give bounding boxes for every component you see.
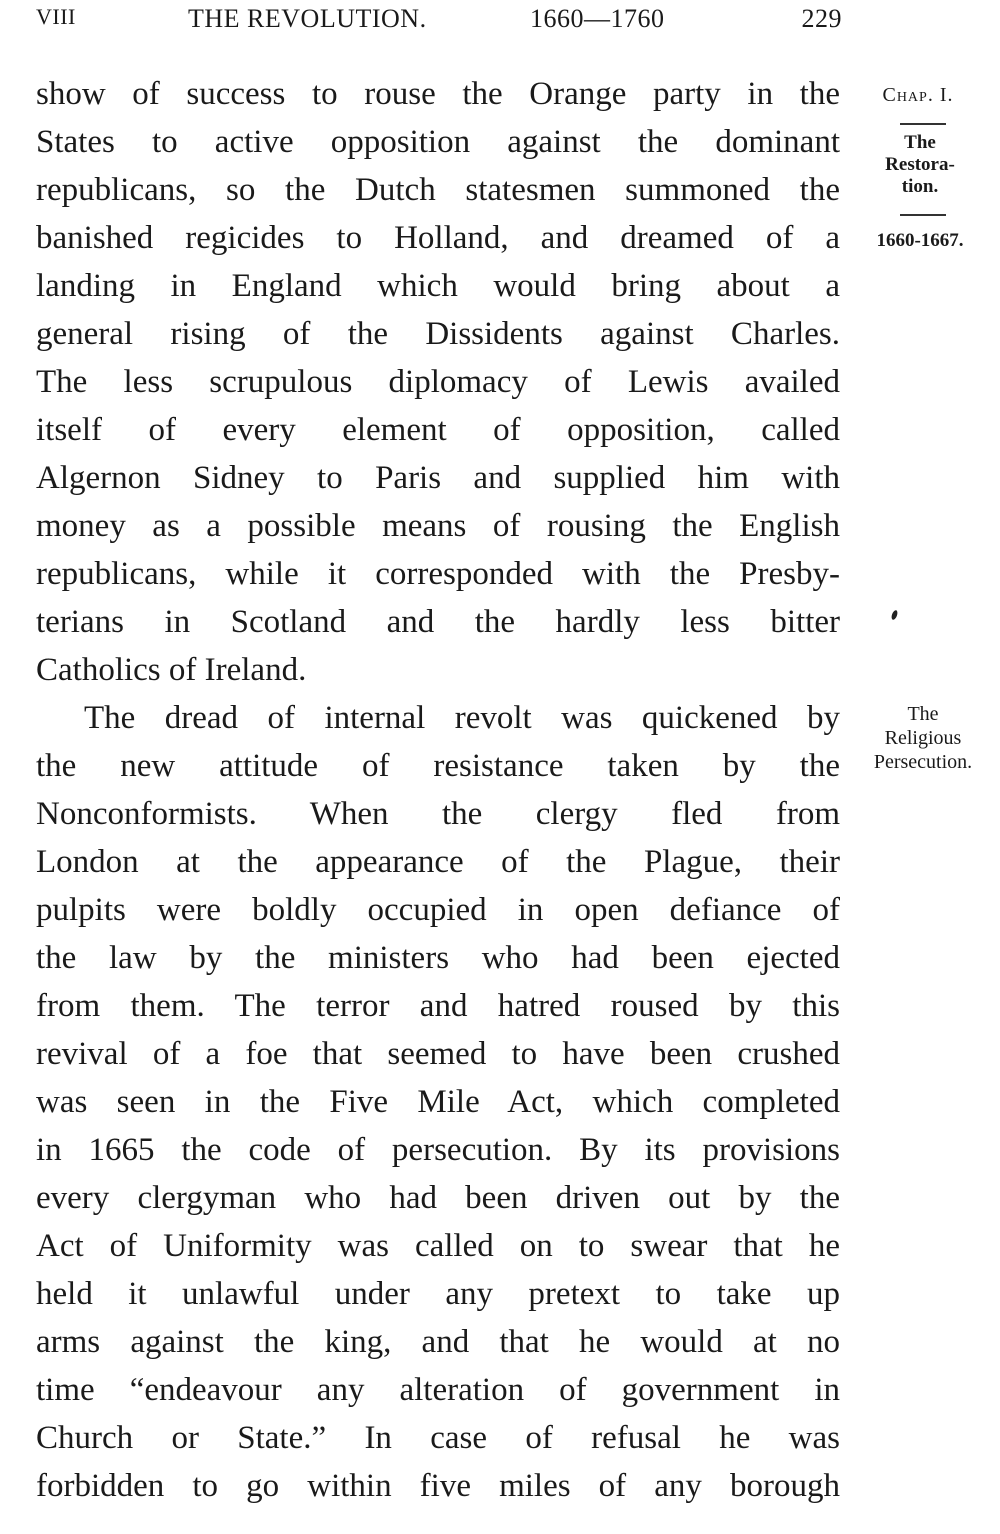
- text-line: republicans, so the Dutch statesmen summoned the: [36, 172, 840, 208]
- margin-rule: [900, 123, 946, 125]
- margin-chapter: Chap. I.: [882, 84, 954, 106]
- page-number: 229: [801, 4, 842, 33]
- text-line: landing in England which would bring about a: [36, 268, 840, 304]
- text-line: in 1665 the code of persecution. By its provisions: [36, 1132, 840, 1168]
- text-line: forbidden to go within five miles of any borough: [36, 1468, 840, 1504]
- margin-topic-persecution: [848, 702, 998, 774]
- running-dates: 1660—1760: [530, 4, 665, 33]
- text-line: the new attitude of resistance taken by the: [36, 748, 840, 784]
- text-line: banished regicides to Holland, and dreamed of a: [36, 220, 840, 256]
- margin-topic-line: tion.: [901, 176, 939, 197]
- text-line: from them. The terror and hatred roused by this: [36, 988, 840, 1024]
- text-line: money as a possible means of rousing the English: [36, 508, 840, 544]
- text-line: terians in Scotland and the hardly less bitter: [36, 604, 840, 640]
- text-line: The less scrupulous diplomacy of Lewis availed: [36, 364, 840, 400]
- text-line: time “endeavour any alteration of government in: [36, 1372, 840, 1408]
- body-text: [36, 70, 840, 1510]
- text-line: republicans, while it corresponded with the Presby-: [36, 556, 840, 592]
- text-line: Algernon Sidney to Paris and supplied him with: [36, 460, 840, 496]
- text-line: pulpits were boldly occupied in open defiance of: [36, 892, 840, 928]
- text-line: every clergyman who had been driven out by the: [36, 1180, 840, 1216]
- text-line: Church or State.” In case of refusal he was: [36, 1420, 840, 1456]
- text-line: States to active opposition against the dominant: [36, 124, 840, 160]
- margin-topic-line: The: [907, 703, 939, 725]
- text-line: the law by the ministers who had been ejected: [36, 940, 840, 976]
- running-title: THE REVOLUTION.: [188, 4, 427, 33]
- margin-topic-line: The: [904, 132, 936, 153]
- text-line: London at the appearance of the Plague, their: [36, 844, 840, 880]
- text-line: The dread of internal revolt was quickened by: [84, 700, 840, 736]
- margin-topic-line: Religious: [884, 727, 962, 749]
- text-line: show of success to rouse the Orange party in the: [36, 76, 840, 112]
- text-line: held it unlawful under any pretext to take up: [36, 1276, 840, 1312]
- section-number: VIII: [36, 4, 76, 29]
- text-line: general rising of the Dissidents against Charles.: [36, 316, 840, 352]
- text-line: was seen in the Five Mile Act, which completed: [36, 1084, 840, 1120]
- text-line: arms against the king, and that he would at no: [36, 1324, 840, 1360]
- margin-topic-line: Restora-: [885, 154, 955, 175]
- text-line: Nonconformists. When the clergy fled from: [36, 796, 840, 832]
- text-line: itself of every element of opposition, called: [36, 412, 840, 448]
- margin-years: 1660-1667.: [876, 230, 964, 251]
- text-line: revival of a foe that seemed to have been crushed: [36, 1036, 840, 1072]
- running-head: [36, 4, 842, 40]
- margin-rule: [900, 214, 946, 216]
- margin-topic-line: Persecution.: [873, 751, 973, 773]
- ink-speck: [890, 609, 898, 620]
- margin-topic-restoration: [850, 132, 990, 198]
- text-line: Act of Uniformity was called on to swear that he: [36, 1228, 840, 1264]
- text-line: Catholics of Ireland.: [36, 652, 307, 688]
